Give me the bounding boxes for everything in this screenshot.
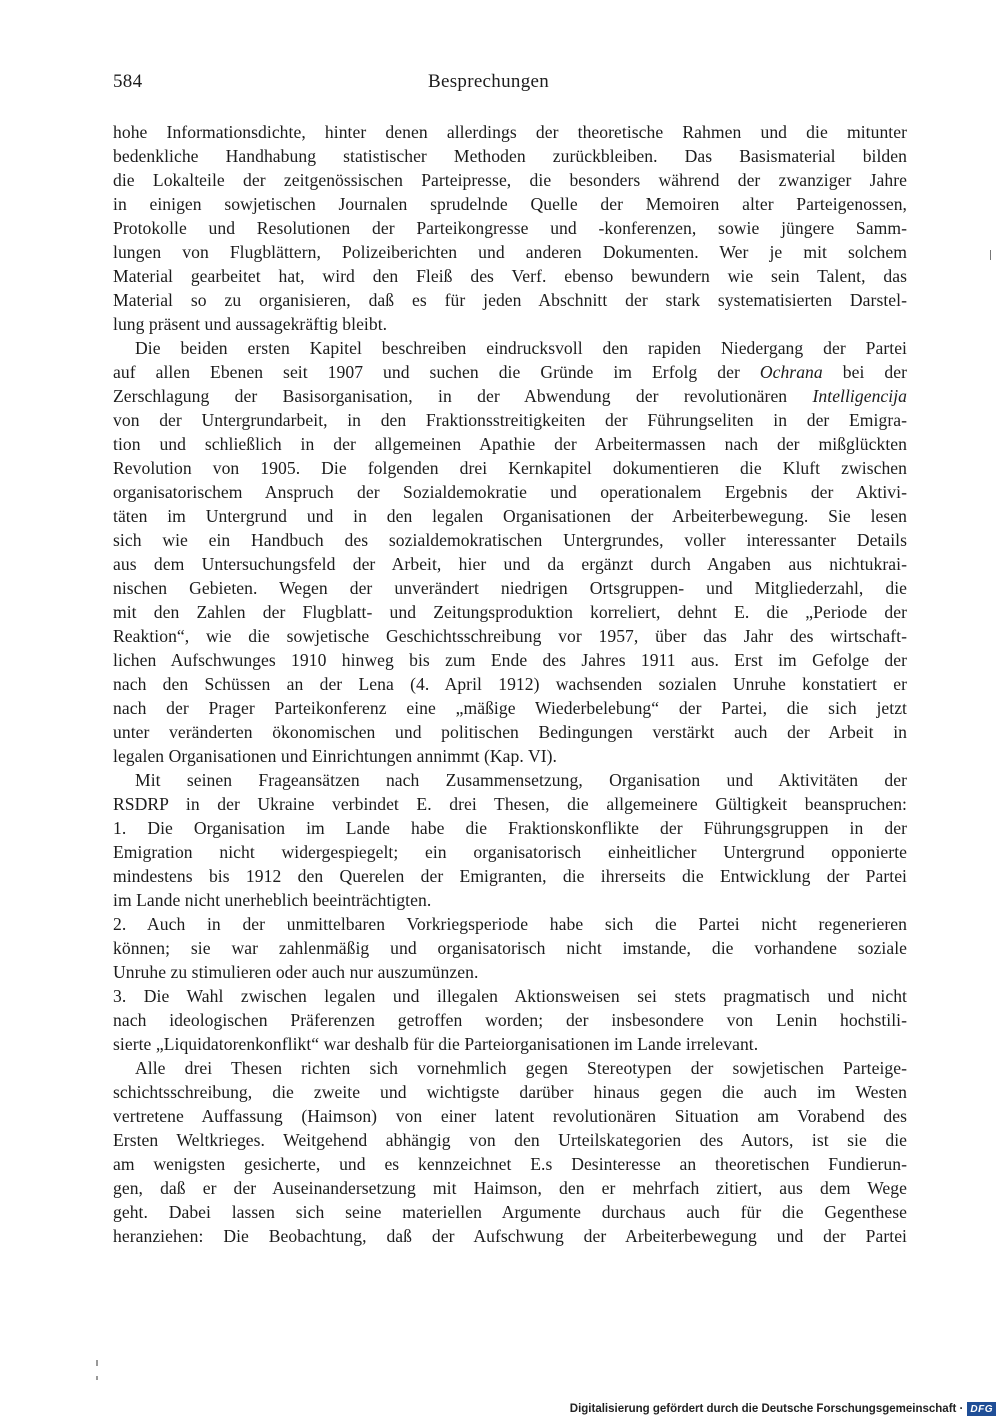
scan-speck bbox=[96, 1360, 98, 1366]
text-line: Emigration nicht widergespiegelt; ein organisatorisch einheitlicher Untergrund opponierte bbox=[113, 842, 907, 862]
text-line: sich wie ein Handbuch des sozialdemokratischen Untergrundes, voller interessanter Details bbox=[113, 530, 907, 550]
text-line: Ersten Weltkrieges. Weitgehend abhängig von den Urteilskategorien des Autors, ist sie die bbox=[113, 1130, 907, 1150]
text-line: im Lande nicht unerheblich beeinträchtigten. bbox=[113, 890, 432, 910]
text-line: 1. Die Organisation im Lande habe die Fraktionskonflikte der Führungsgruppen in der bbox=[113, 818, 907, 838]
text-line: mindestens bis 1912 den Querelen der Emigranten, die ihrerseits die Entwicklung der Partei bbox=[113, 866, 907, 886]
text-line: in einigen sowjetischen Journalen sprudelnde Quelle der Memoiren alter Parteigenossen, bbox=[113, 194, 907, 214]
digitization-credit: Digitalisierung gefördert durch die Deutsche Forschungsgemeinschaft · bbox=[569, 1403, 964, 1415]
text-line: aus dem Untersuchungsfeld der Arbeit, hier und da ergänzt durch Angaben aus nichtukrai- bbox=[113, 554, 907, 574]
text-line: 3. Die Wahl zwischen legalen und illegalen Aktionsweisen sei stets pragmatisch und nicht bbox=[113, 986, 907, 1006]
text-line: Protokolle und Resolutionen der Parteikongresse und -konferenzen, sowie jüngere Samm- bbox=[113, 218, 907, 238]
italic-term-intelligencija: Intelligencija bbox=[812, 386, 908, 406]
scan-speck bbox=[96, 1376, 98, 1380]
text-segment: auf allen Ebenen seit 1907 und suchen die Gründe im Erfolg der bbox=[113, 362, 740, 382]
text-line: nach den Schüssen an der Lena (4. April 1912) wachsenden sozialen Unruhe konstatiert er bbox=[113, 674, 907, 694]
text-line: tion und schließlich in der allgemeinen Apathie der Arbeitermassen nach der mißglückten bbox=[113, 434, 907, 454]
text-segment: bei der bbox=[842, 362, 907, 382]
text-line: täten im Untergrund und in den legalen Organisationen der Arbeiterbewegung. Sie lesen bbox=[113, 506, 907, 526]
scan-margin-mark bbox=[990, 250, 991, 260]
text-line: Die beiden ersten Kapitel beschreiben eindrucksvoll den rapiden Niedergang der Partei bbox=[135, 338, 907, 358]
text-line: gen, daß er der Auseinandersetzung mit Haimson, den er mehrfach zitiert, aus dem Wege bbox=[113, 1178, 907, 1198]
text-line: mit den Zahlen der Flugblatt- und Zeitungsproduktion korreliert, dehnt E. die „Periode der bbox=[113, 602, 907, 622]
text-line: unter veränderten ökonomischen und politischen Bedingungen verstärkt auch der Arbeit in bbox=[113, 722, 907, 742]
text-line: sierte „Liquidatorenkonflikt“ war deshalb für die Parteiorganisationen im Lande irrelevant. bbox=[113, 1034, 759, 1054]
text-line: geht. Dabei lassen sich seine materiellen Argumente durchaus auch für die Gegenthese bbox=[113, 1202, 907, 1222]
page-number: 584 bbox=[113, 71, 143, 92]
text-line: bedenkliche Handhabung statistischer Methoden zurückbleiben. Das Basismaterial bilden bbox=[113, 146, 907, 166]
text-line: Mit seinen Frageansätzen nach Zusammensetzung, Organisation und Aktivitäten der bbox=[135, 770, 907, 790]
text-line: Revolution von 1905. Die folgenden drei Kernkapitel dokumentieren die Kluft zwischen bbox=[113, 458, 907, 478]
text-line: schichtsschreibung, die zweite und wichtigste darüber hinaus gegen die auch im Westen bbox=[113, 1082, 907, 1102]
text-line: legalen Organisationen und Einrichtungen annimmt (Kap. VI). bbox=[113, 746, 557, 766]
text-line: nischen Gebieten. Wegen der unverändert niedrigen Ortsgruppen- und Mitgliederzahl, die bbox=[113, 578, 907, 598]
text-line-with-italic bbox=[113, 385, 907, 407]
text-line: lung präsent und aussagekräftig bleibt. bbox=[113, 314, 388, 334]
text-line-with-italic bbox=[113, 361, 907, 383]
text-line: lichen Aufschwunges 1910 hinweg bis zum Ende des Jahres 1911 aus. Erst im Gefolge der bbox=[113, 650, 907, 670]
digitization-banner bbox=[570, 1400, 996, 1418]
text-line: Alle drei Thesen richten sich vornehmlich gegen Stereotypen der sowjetischen Parteige- bbox=[135, 1058, 907, 1078]
text-line: Unruhe zu stimulieren oder auch nur auszumünzen. bbox=[113, 962, 479, 982]
text-line: RSDRP in der Ukraine verbindet E. drei Thesen, die allgemeinere Gültigkeit beanspruchen: bbox=[113, 794, 907, 814]
text-line: organisatorischem Anspruch der Sozialdemokratie und operationalem Ergebnis der Aktivi- bbox=[113, 482, 907, 502]
page-header bbox=[113, 71, 907, 97]
text-line: nach der Prager Parteikonferenz eine „mäßige Wiederbelebung“ der Partei, die sich jetzt bbox=[113, 698, 907, 718]
running-head: Besprechungen bbox=[428, 71, 550, 92]
dfg-logo: DFG bbox=[967, 1402, 996, 1416]
text-line: 2. Auch in der unmittelbaren Vorkriegsperiode habe sich die Partei nicht regenerieren bbox=[113, 914, 907, 934]
text-line: die Lokalteile der zeitgenössischen Parteipresse, die besonders während der zwanziger Jahre bbox=[113, 170, 907, 190]
text-line: Material so zu organisieren, daß es für jeden Abschnitt der stark systematisierten Darstel- bbox=[113, 290, 907, 310]
text-line: können; sie war zahlenmäßig und organisatorisch nicht imstande, die vorhandene soziale bbox=[113, 938, 907, 958]
text-line: Reaktion“, wie die sowjetische Geschichtsschreibung vor 1957, über das Jahr des wirtschaft- bbox=[113, 626, 907, 646]
text-line: Material gearbeitet hat, wird den Fleiß des Verf. ebenso bewundern wie sein Talent, das bbox=[113, 266, 907, 286]
text-line: nach ideologischen Präferenzen getroffen worden; der insbesondere von Lenin hochstili- bbox=[113, 1010, 907, 1030]
text-line: hohe Informationsdichte, hinter denen allerdings der theoretische Rahmen und die mitunter bbox=[113, 122, 907, 142]
italic-term-ochrana: Ochrana bbox=[759, 362, 823, 382]
text-line: am wenigsten gesicherte, und es kennzeichnet E.s Desinteresse an theoretischen Fundierun- bbox=[113, 1154, 907, 1174]
text-line: lungen von Flugblättern, Polizeiberichten und anderen Dokumenten. Wer je mit solchem bbox=[113, 242, 907, 262]
text-line: heranziehen: Die Beobachtung, daß der Aufschwung der Arbeiterbewegung und der Partei bbox=[113, 1226, 907, 1246]
text-line: vertretene Auffassung (Haimson) von einer latent revolutionären Situation am Vorabend des bbox=[113, 1106, 907, 1126]
text-line: von der Untergrundarbeit, in den Fraktionsstreitigkeiten der Führungseliten in der Emigra- bbox=[113, 410, 907, 430]
text-segment: Zerschlagung der Basisorganisation, in der Abwendung der revolutionären bbox=[113, 386, 788, 406]
